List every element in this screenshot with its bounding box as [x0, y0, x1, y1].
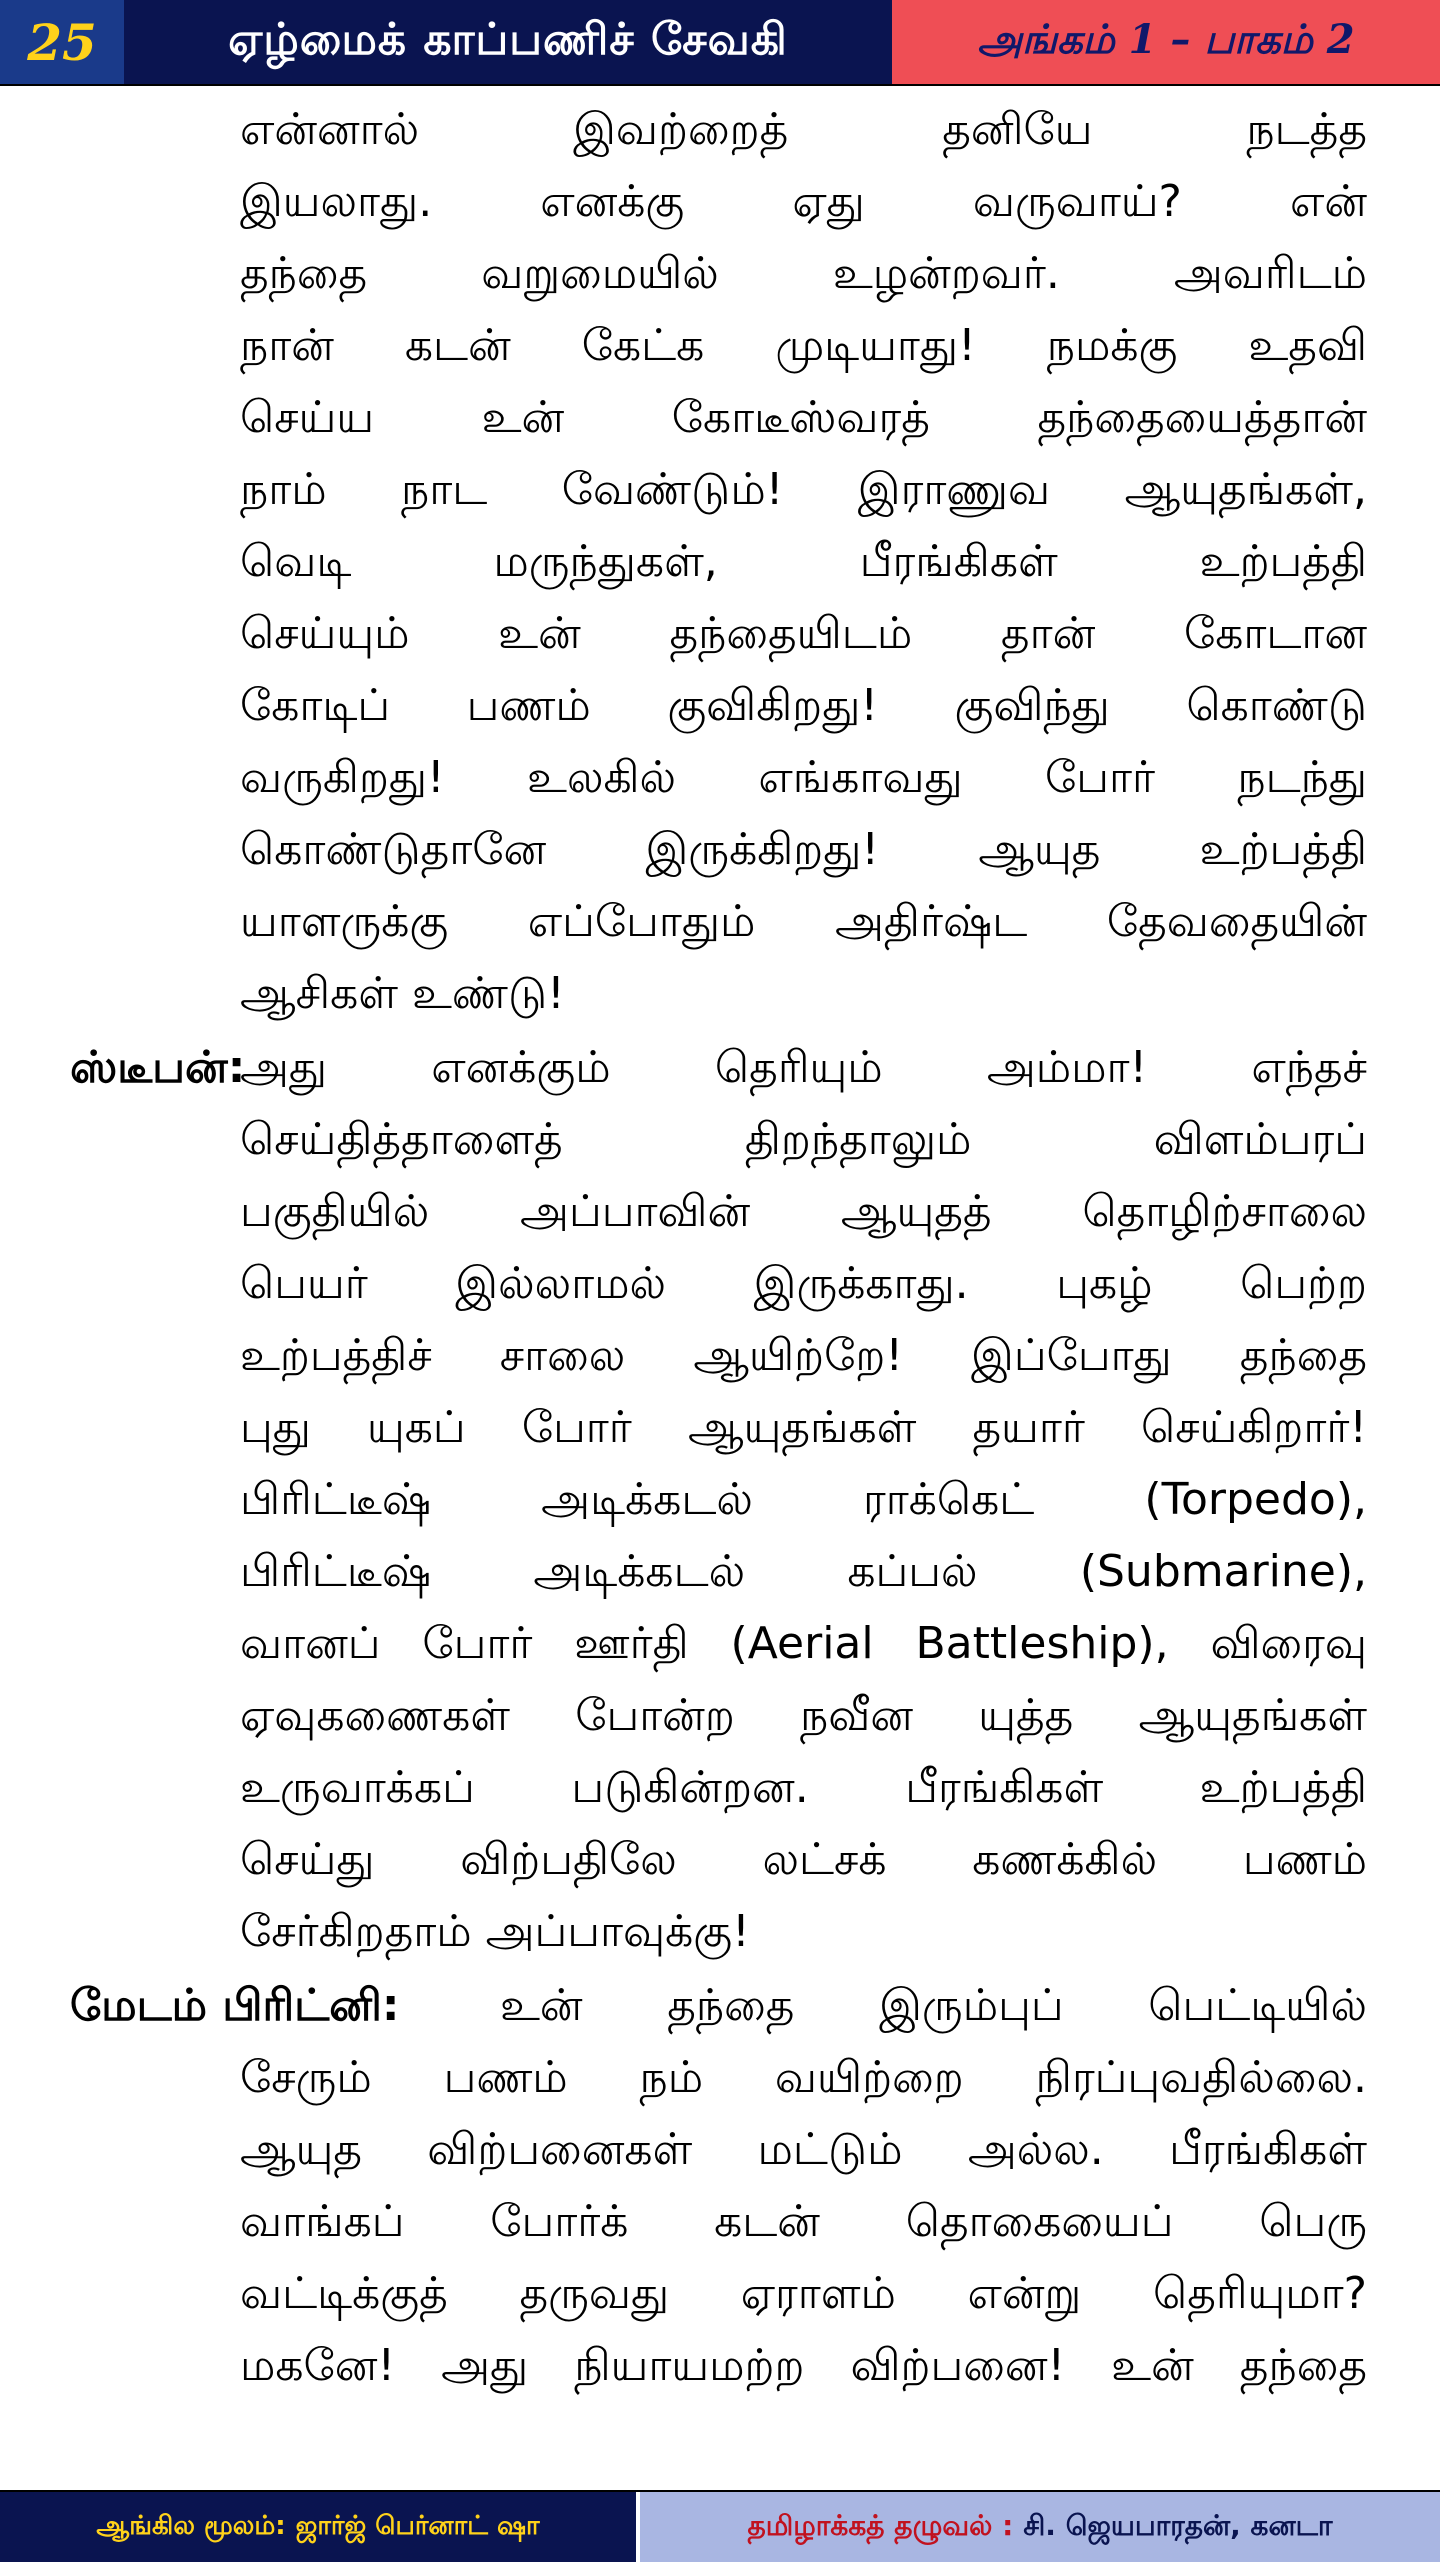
text-line: செய்ய உன் கோடீஸ்வரத் தந்தையைத்தான்	[240, 392, 1367, 443]
source-credit	[0, 2492, 636, 2562]
text-line: இயலாது. எனக்கு ஏது வருவாய்? என்	[240, 176, 1367, 227]
text-line: பகுதியில் அப்பாவின் ஆயுதத் தொழிற்சாலை	[240, 1186, 1367, 1237]
text-line: நாம் நாட வேண்டும்! இராணுவ ஆயுதங்கள்,	[240, 464, 1367, 515]
act-part-label: அங்கம் 1 – பாகம் 2	[892, 0, 1440, 84]
translator-name: சி. ஜெயபாரதன், கனடா	[1023, 2508, 1333, 2542]
translator-credit	[636, 2492, 1440, 2562]
text-line: பிரிட்டீஷ் அடிக்கடல் கப்பல் (Submarine),	[240, 1546, 1367, 1597]
text-line: புது யுகப் போர் ஆயுதங்கள் தயார் செய்கிறார்!	[240, 1402, 1367, 1453]
translator-label: தமிழாக்கத் தழுவல் :	[747, 2508, 1014, 2542]
text-line: நான் கடன் கேட்க முடியாது! நமக்கு உதவி	[240, 320, 1367, 371]
source-author: ஜார்ஜ் பெர்னாட் ஷா	[295, 2510, 540, 2541]
speaker-name: ஸ்டீபன்:	[70, 1042, 246, 1093]
text-line: செய்து விற்பதிலே லட்சக் கணக்கில் பணம்	[240, 1834, 1367, 1885]
text-line: பெயர் இல்லாமல் இருக்காது. புகழ் பெற்ற	[240, 1258, 1367, 1309]
text-line: அது எனக்கும் தெரியும் அம்மா! எந்தச்	[240, 1042, 1367, 1093]
text-line: பிரிட்டீஷ் அடிக்கடல் ராக்கெட் (Torpedo),	[240, 1474, 1367, 1525]
text-line: கொண்டுதானே இருக்கிறது! ஆயுத உற்பத்தி	[240, 824, 1367, 875]
page-header	[0, 0, 1440, 86]
source-label: ஆங்கில மூலம்:	[96, 2510, 286, 2541]
text-line: உற்பத்திச் சாலை ஆயிற்றே! இப்போது தந்தை	[240, 1330, 1367, 1381]
text-line: ஆயுத விற்பனைகள் மட்டும் அல்ல. பீரங்கிகள்	[240, 2124, 1367, 2175]
text-line: என்னால் இவற்றைத் தனியே நடத்த	[240, 104, 1367, 155]
play-title: ஏழ்மைக் காப்பணிச் சேவகி	[124, 0, 892, 84]
text-line: மகனே! அது நியாயமற்ற விற்பனை! உன் தந்தை	[240, 2340, 1367, 2391]
text-line: செய்தித்தாளைத் திறந்தாலும் விளம்பரப்	[240, 1114, 1367, 1165]
text-line: வானப் போர் ஊர்தி (Aerial Battleship), விரைவு	[240, 1618, 1367, 1669]
text-line: வாங்கப் போர்க் கடன் தொகையைப் பெரு	[240, 2196, 1367, 2247]
text-line: தந்தை வறுமையில் உழன்றவர். அவரிடம்	[240, 248, 1367, 299]
text-line: வட்டிக்குத் தருவது ஏராளம் என்று தெரியுமா?	[240, 2268, 1367, 2319]
text-line: வெடி மருந்துகள், பீரங்கிகள் உற்பத்தி	[240, 536, 1367, 587]
text-line: ஏவுகணைகள் போன்ற நவீன யுத்த ஆயுதங்கள்	[240, 1690, 1367, 1741]
text-line: ஆசிகள் உண்டு!	[240, 968, 565, 1019]
page-footer	[0, 2490, 1440, 2562]
page-number: 25	[0, 0, 124, 84]
text-line: செய்யும் உன் தந்தையிடம் தான் கோடான	[240, 608, 1367, 659]
text-line: யாளருக்கு எப்போதும் அதிர்ஷ்ட தேவதையின்	[240, 896, 1367, 947]
speaker-name: மேடம் பிரிட்னி:	[70, 1980, 400, 2031]
text-line: உன் தந்தை இரும்புப் பெட்டியில்	[500, 1980, 1367, 2031]
text-line: வருகிறது! உலகில் எங்காவது போர் நடந்து	[240, 752, 1367, 803]
text-line: உருவாக்கப் படுகின்றன. பீரங்கிகள் உற்பத்தி	[240, 1762, 1367, 1813]
text-line: சேரும் பணம் நம் வயிற்றை நிரப்புவதில்லை.	[240, 2052, 1367, 2103]
text-line: சேர்கிறதாம் அப்பாவுக்கு!	[240, 1906, 750, 1957]
text-line: கோடிப் பணம் குவிகிறது! குவிந்து கொண்டு	[240, 680, 1367, 731]
